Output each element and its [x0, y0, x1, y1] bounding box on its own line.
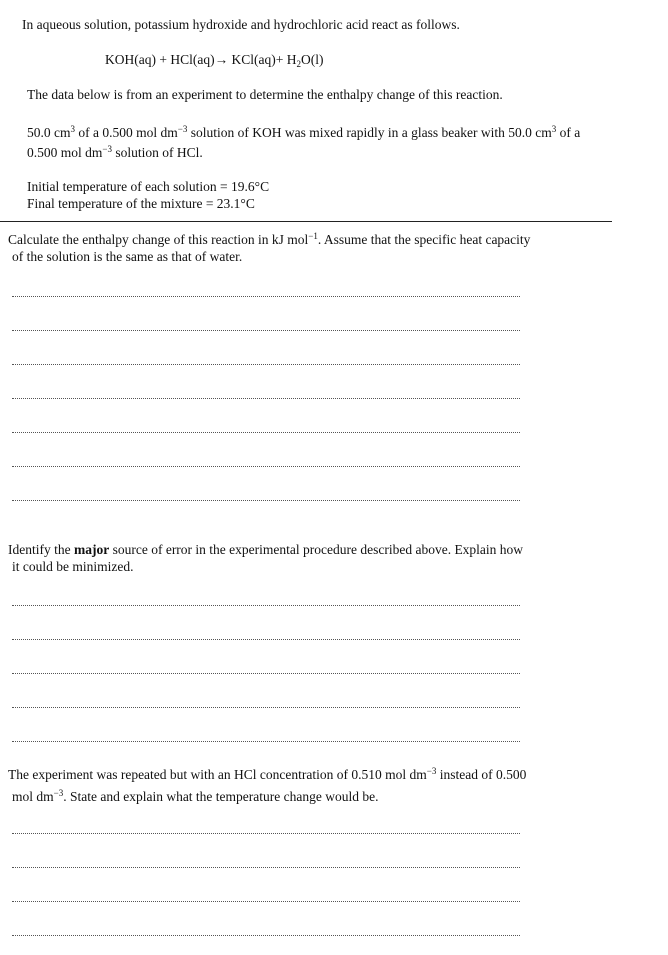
equation-subscript: 2: [296, 59, 301, 69]
answer-line[interactable]: [12, 639, 520, 640]
superscript: 3: [70, 124, 75, 134]
question-text: mol dm: [12, 789, 54, 804]
question-1-line-1: [8, 232, 530, 248]
answer-line[interactable]: [12, 432, 520, 433]
answer-line[interactable]: [12, 707, 520, 708]
procedure-text: 0.500 mol dm: [27, 145, 103, 160]
final-temperature-text: Final temperature of the mixture = 23.1°C: [27, 196, 255, 211]
question-text: . State and explain what the temperature change would be.: [63, 789, 379, 804]
equation-reactants: KOH(aq) + HCl(aq): [105, 52, 215, 67]
answer-line[interactable]: [12, 500, 520, 501]
question-3-line-1: [8, 767, 526, 783]
question-text: instead of 0.500: [436, 767, 527, 782]
answer-line[interactable]: [12, 741, 520, 742]
question-text: Calculate the enthalpy change of this reaction in kJ mol: [8, 232, 309, 247]
final-temperature: [27, 196, 255, 212]
answer-line[interactable]: [12, 296, 520, 297]
initial-temperature: [27, 179, 269, 195]
procedure-text: of a 0.500 mol dm: [75, 125, 178, 140]
question-text: of the solution is the same as that of water.: [12, 249, 243, 264]
superscript: 3: [551, 124, 557, 134]
question-text: . Assume that the specific heat capacity: [317, 232, 531, 247]
equation-product-a: KCl(aq)+ H: [228, 52, 297, 67]
equation-product-b: O(l): [300, 52, 324, 67]
reaction-equation: [105, 52, 323, 68]
answer-line[interactable]: [12, 466, 520, 467]
question-2-line-1: [8, 542, 523, 558]
question-2-line-2: [12, 559, 133, 575]
question-emphasis: major: [73, 542, 110, 557]
superscript: −3: [102, 144, 112, 154]
question-text: it could be minimized.: [12, 559, 134, 574]
question-1-line-2: [12, 249, 242, 265]
answer-line[interactable]: [12, 330, 520, 331]
answer-line[interactable]: [12, 673, 520, 674]
answer-line[interactable]: [12, 935, 520, 936]
answer-line[interactable]: [12, 867, 520, 868]
procedure-line-1: [27, 125, 580, 141]
procedure-text: 50.0 cm: [27, 125, 71, 140]
superscript: −3: [53, 788, 64, 798]
equation-arrow: →: [214, 52, 229, 67]
intro-text-content: In aqueous solution, potassium hydroxide and hydrochloric acid react as follows.: [22, 17, 460, 32]
procedure-text: of a: [556, 125, 581, 140]
superscript: −1: [308, 231, 318, 241]
initial-temperature-text: Initial temperature of each solution = 19.6°C: [27, 179, 270, 194]
answer-line[interactable]: [12, 398, 520, 399]
answer-line[interactable]: [12, 605, 520, 606]
answer-line[interactable]: [12, 364, 520, 365]
answer-line[interactable]: [12, 901, 520, 902]
question-3-line-2: [12, 789, 378, 805]
question-text: Identify the: [8, 542, 74, 557]
answer-line[interactable]: [12, 833, 520, 834]
procedure-text: solution of HCl.: [111, 145, 203, 160]
superscript: −3: [426, 766, 437, 776]
procedure-line-2: [27, 145, 203, 161]
data-intro-text: [27, 87, 503, 103]
data-intro-content: The data below is from an experiment to determine the enthalpy change of this reaction.: [27, 87, 503, 102]
section-divider: [0, 221, 612, 222]
question-text: source of error in the experimental procedure described above. Explain how: [109, 542, 524, 557]
intro-text: [22, 17, 460, 33]
procedure-text: solution of KOH was mixed rapidly in a glass beaker with 50.0 cm: [187, 125, 552, 140]
superscript: −3: [177, 124, 188, 134]
question-text: The experiment was repeated but with an HCl concentration of 0.510 mol dm: [8, 767, 427, 782]
